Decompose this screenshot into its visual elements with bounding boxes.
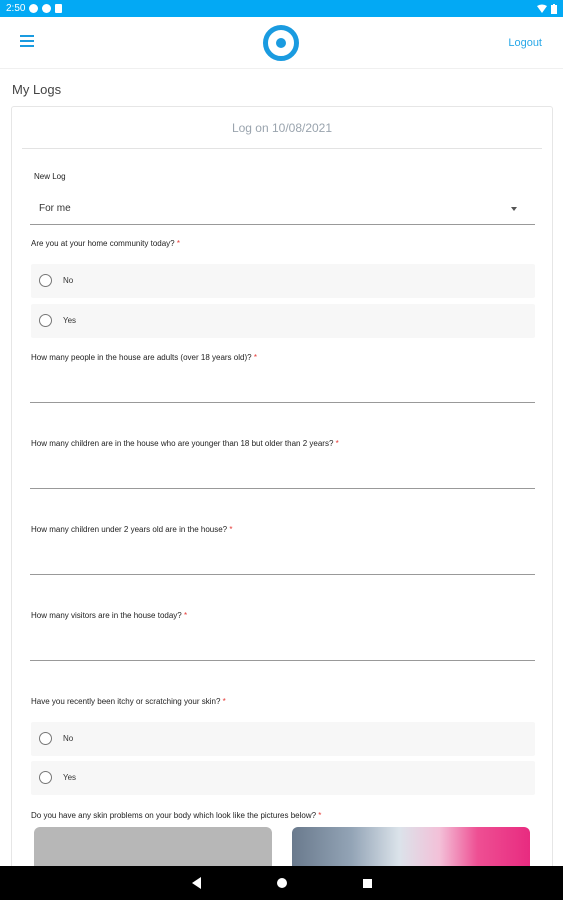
question-visitors: How many visitors are in the house today? * bbox=[31, 611, 188, 620]
dropdown-arrow-icon bbox=[511, 207, 517, 211]
question-adults: How many people in the house are adults (over 18 years old)? * bbox=[31, 353, 257, 362]
new-log-label: New Log bbox=[34, 172, 66, 181]
page-title: My Logs bbox=[12, 82, 62, 97]
radio-itchy-no[interactable]: No bbox=[31, 722, 535, 756]
question-itchy: Have you recently been itchy or scratching your skin? * bbox=[31, 697, 226, 706]
new-log-value: For me bbox=[39, 203, 71, 214]
home-icon[interactable] bbox=[277, 878, 287, 888]
radio-icon bbox=[39, 274, 52, 287]
radio-icon bbox=[39, 732, 52, 745]
new-log-select[interactable] bbox=[30, 195, 535, 225]
radio-itchy-yes[interactable]: Yes bbox=[31, 761, 535, 795]
notification-icon bbox=[55, 4, 62, 13]
app-logo-icon bbox=[263, 25, 299, 61]
recents-icon[interactable] bbox=[363, 879, 372, 888]
visitors-input[interactable] bbox=[30, 631, 535, 661]
back-icon[interactable] bbox=[192, 877, 201, 889]
battery-icon bbox=[551, 4, 557, 14]
form-title: Log on 10/08/2021 bbox=[22, 107, 542, 149]
status-bar bbox=[0, 0, 563, 17]
radio-icon bbox=[39, 771, 52, 784]
notification-icon bbox=[29, 4, 38, 13]
question-skin-problems: Do you have any skin problems on your body which look like the pictures below? * bbox=[31, 811, 322, 820]
system-nav-bar bbox=[0, 866, 563, 900]
menu-icon[interactable] bbox=[20, 35, 34, 47]
radio-home-community-yes[interactable]: Yes bbox=[31, 304, 535, 338]
radio-home-community-no[interactable]: No bbox=[31, 264, 535, 298]
wifi-icon bbox=[537, 4, 547, 13]
notification-icon bbox=[42, 4, 51, 13]
question-children-2-18: How many children are in the house who are younger than 18 but older than 2 years? * bbox=[31, 439, 339, 448]
question-home-community: Are you at your home community today? * bbox=[31, 239, 180, 248]
status-time: 2:50 bbox=[6, 3, 26, 14]
logout-link[interactable]: Logout bbox=[508, 37, 542, 49]
radio-icon bbox=[39, 314, 52, 327]
children-2-18-input[interactable] bbox=[30, 459, 535, 489]
log-form-card bbox=[11, 106, 553, 886]
question-children-under-2: How many children under 2 years old are in the house? * bbox=[31, 525, 233, 534]
children-under-2-input[interactable] bbox=[30, 545, 535, 575]
adults-input[interactable] bbox=[30, 373, 535, 403]
app-bar bbox=[0, 17, 563, 69]
